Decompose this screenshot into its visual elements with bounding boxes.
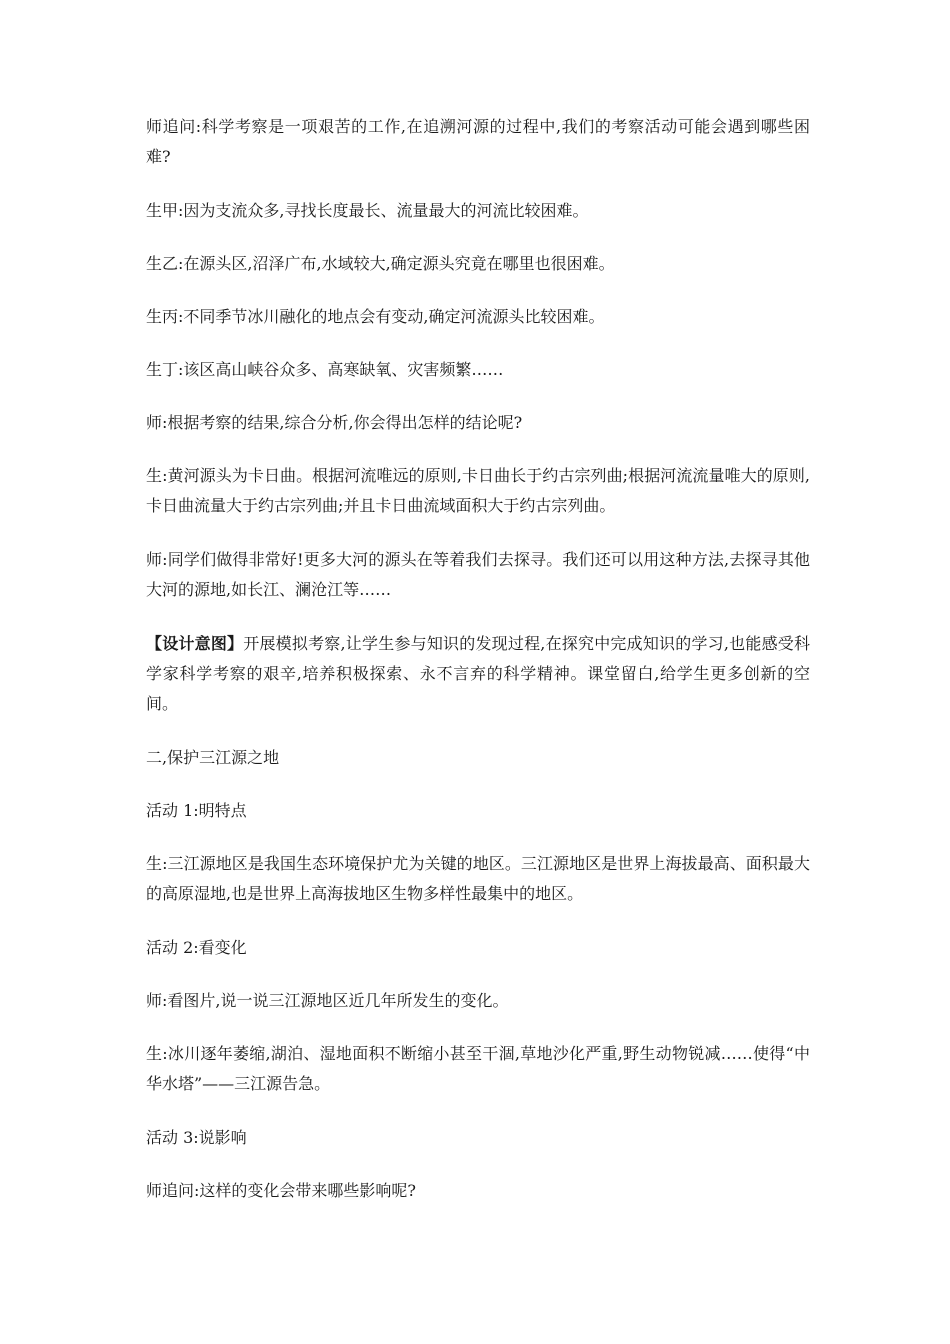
section-heading-protect: 二,保护三江源之地 <box>146 748 280 767</box>
document-page <box>146 112 810 1229</box>
paragraph-teacher-pictures: 师:看图片,说一说三江源地区近几年所发生的变化。 <box>146 991 509 1010</box>
paragraph-student-d: 生丁:该区高山峡谷众多、高寒缺氧、灾害频繁…… <box>146 360 504 379</box>
activity-3-heading: 活动 3:说影响 <box>146 1128 247 1147</box>
paragraph-design-intent <box>146 629 810 719</box>
paragraph-student-a: 生甲:因为支流众多,寻找长度最长、流量最大的河流比较困难。 <box>146 201 589 220</box>
design-intent-tag: 【设计意图】 <box>146 634 244 653</box>
design-intent-text: 开展模拟考察,让学生参与知识的发现过程,在探究中完成知识的学习,也能感受科学家科学考察的艰辛,培养积极探索、永不言弃的科学精神。课堂留白,给学生更多创新的空间。 <box>146 634 810 713</box>
paragraph-student-changes: 生:冰川逐年萎缩,湖泊、湿地面积不断缩小甚至干涸,草地沙化严重,野生动物锐减……使得“中华水塔”——三江源告急。 <box>146 1044 810 1093</box>
paragraph-teacher-question: 师追问:科学考察是一项艰苦的工作,在追溯河源的过程中,我们的考察活动可能会遇到哪些困难? <box>146 117 810 166</box>
paragraph-student-conclusion: 生:黄河源头为卡日曲。根据河流唯远的原则,卡日曲长于约古宗列曲;根据河流流量唯大的原则,卡日曲流量大于约古宗列曲;并且卡日曲流域面积大于约古宗列曲。 <box>146 466 810 515</box>
activity-1-heading: 活动 1:明特点 <box>146 801 247 820</box>
activity-2-heading: 活动 2:看变化 <box>146 938 247 957</box>
paragraph-teacher-praise: 师:同学们做得非常好!更多大河的源头在等着我们去探寻。我们还可以用这种方法,去探寻其他大河的源地,如长江、澜沧江等…… <box>146 550 810 599</box>
paragraph-teacher-conclusion-question: 师:根据考察的结果,综合分析,你会得出怎样的结论呢? <box>146 413 523 432</box>
paragraph-student-c: 生丙:不同季节冰川融化的地点会有变动,确定河流源头比较困难。 <box>146 307 605 326</box>
paragraph-student-features: 生:三江源地区是我国生态环境保护尤为关键的地区。三江源地区是世界上海拔最高、面积最大的高原湿地,也是世界上高海拔地区生物多样性最集中的地区。 <box>146 854 810 903</box>
paragraph-teacher-followup: 师追问:这样的变化会带来哪些影响呢? <box>146 1181 416 1200</box>
paragraph-student-b: 生乙:在源头区,沼泽广布,水域较大,确定源头究竟在哪里也很困难。 <box>146 254 615 273</box>
